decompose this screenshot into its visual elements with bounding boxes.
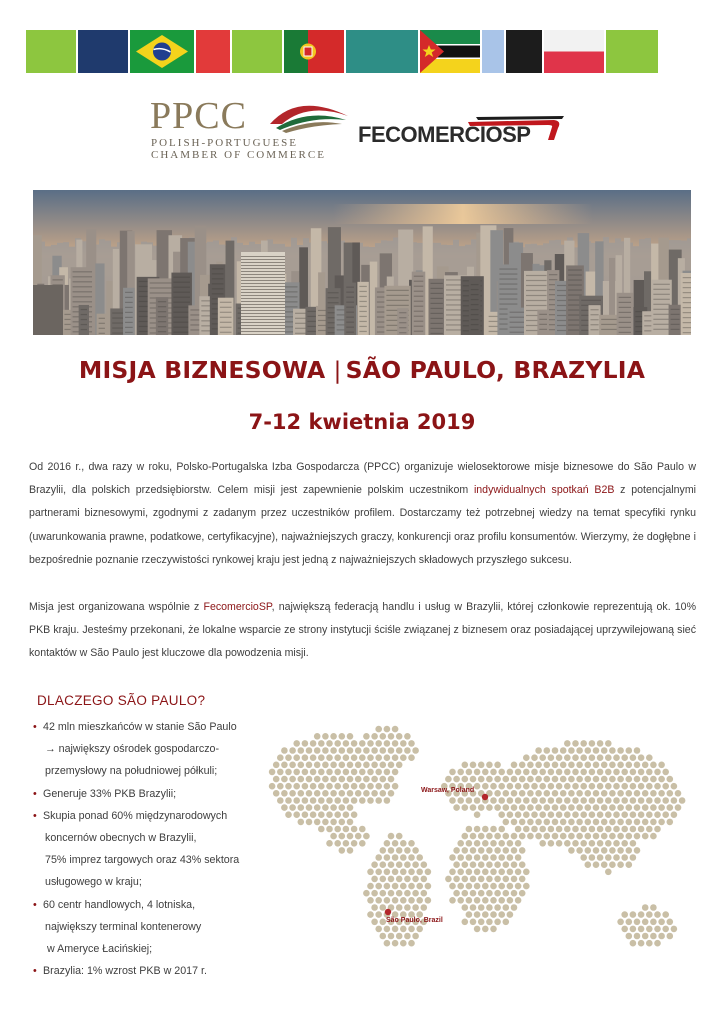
portugal-flag	[284, 30, 344, 73]
brazil-flag-icon	[130, 30, 194, 73]
why-bullet-list	[33, 716, 273, 982]
warsaw-marker-icon	[482, 794, 488, 800]
sao-paulo-label: São Paulo, Brazil	[386, 917, 443, 924]
intro-text-1: Od 2016 r., dwa razy w roku, Polsko-Portugalska Izba Gospodarcza (PPCC) organizuje wielosektorowe misje biznesowe do São Paulo w Brazylii, dla polskich przedsiębiorstw. Celem misji jest zapewnienie polskim uczestnikom	[29, 461, 696, 497]
why-bullet-line: • 42 mln mieszkańców w stanie São Paulo	[33, 716, 273, 738]
ppcc-swoosh-icon	[268, 98, 350, 138]
fecomercio-sp-text: SP	[502, 122, 531, 147]
why-bullet-line: 75% imprez targowych oraz 43% sektora	[45, 854, 240, 867]
flag-strip	[26, 30, 698, 73]
sao-paulo-skyline-image	[33, 190, 691, 335]
green-color-block-end	[606, 30, 658, 73]
why-bullet-line: w Ameryce Łacińskiej;	[47, 943, 153, 956]
brazil-flag	[130, 30, 194, 73]
sao-paulo-marker-icon	[385, 909, 391, 915]
page-title	[0, 356, 724, 384]
why-bullet-line: przemysłowy na południowej półkuli;	[45, 765, 218, 778]
teal-color-block	[346, 30, 418, 73]
fecomerciosp-logo	[358, 114, 568, 154]
why-bullet-line: → największy ośrodek gospodarczo-	[45, 743, 220, 756]
why-bullet-line: • 60 centr handlowych, 4 lotniska,	[33, 894, 273, 916]
partner-text-2: , największą federacją handlu i usług w Brazylii, której członkowie reprezentują ok. 10% PKB kraju. Jesteśmy przekonani, że lokalne wsparcie ze strony instytucji ściśle związanej z biznesem oraz posiadającej uprzywilejowaną sieć kontaktów w São Paulo jest kluczowe dla powodzenia misji.	[29, 601, 696, 660]
why-sao-paulo-heading: DLACZEGO SÃO PAULO?	[37, 693, 206, 708]
navy-color-block	[78, 30, 128, 73]
why-bullet-line: największy terminal kontenerowy	[45, 920, 202, 933]
light-blue-color-block	[482, 30, 504, 73]
title-part-2: SÃO PAULO, BRAZYLIA	[345, 356, 646, 384]
mozambique-flag	[420, 30, 480, 73]
portugal-flag-icon	[284, 30, 344, 73]
red-color-block	[196, 30, 230, 73]
intro-text-2: z potencjalnymi partnerami biznesowymi, zgodnymi z zadanym przez uczestników profilem. Dostarczamy też potrzebnej wiedzy na temat specyfiki rynku (uwarunkowania prawne, podatkowe, certyfikacyjne), najważniejszych graczy, konkurencji oraz profilu konsumentów. Wierzymy, że dogłębne i bezpośrednie poznanie rzeczywistości rynkowej kraju jest jedną z najważniejszych składowych przyszłego sukcesu.	[29, 484, 696, 566]
black-color-block	[506, 30, 542, 73]
intro-paragraph	[29, 456, 696, 572]
why-bullet-line: koncernów obecnych w Brazylii,	[45, 832, 197, 845]
why-bullet-line: • Brazylia: 1% wzrost PKB w 2017 r.	[33, 960, 273, 982]
partner-text-1: Misja jest organizowana wspólnie z	[29, 601, 204, 613]
warsaw-label: Warsaw, Poland	[421, 787, 475, 794]
poland-flag-icon	[544, 30, 604, 73]
ppcc-subtitle-line1: POLISH-PORTUGUESE	[151, 137, 299, 149]
poland-flag	[544, 30, 604, 73]
fecomercio-wordmark	[358, 122, 530, 148]
title-separator: |	[333, 356, 342, 384]
fecomercio-text: FECOMERCIO	[358, 122, 503, 147]
event-date: 7-12 kwietnia 2019	[248, 410, 476, 434]
why-bullet-line: • Skupia ponad 60% międzynarodowych	[33, 805, 273, 827]
title-part-1: MISJA BIZNESOWA	[78, 356, 326, 384]
partner-paragraph	[29, 596, 696, 666]
ppcc-subtitle-line2: CHAMBER OF COMMERCE	[151, 149, 326, 161]
world-map-image	[238, 712, 698, 974]
why-bullet-line: usługowego w kraju;	[45, 876, 142, 889]
intro-highlight-b2b: indywidualnych spotkań B2B	[473, 484, 615, 497]
green-color-block	[26, 30, 76, 73]
light-green-color-block	[232, 30, 282, 73]
partner-highlight-fecomerciosp: FecomercioSP	[203, 601, 272, 613]
why-bullet-line: • Generuje 33% PKB Brazylii;	[33, 783, 273, 805]
ppcc-wordmark: PPCC	[150, 95, 247, 137]
ppcc-logo	[150, 96, 350, 162]
mozambique-flag-icon	[420, 30, 480, 73]
